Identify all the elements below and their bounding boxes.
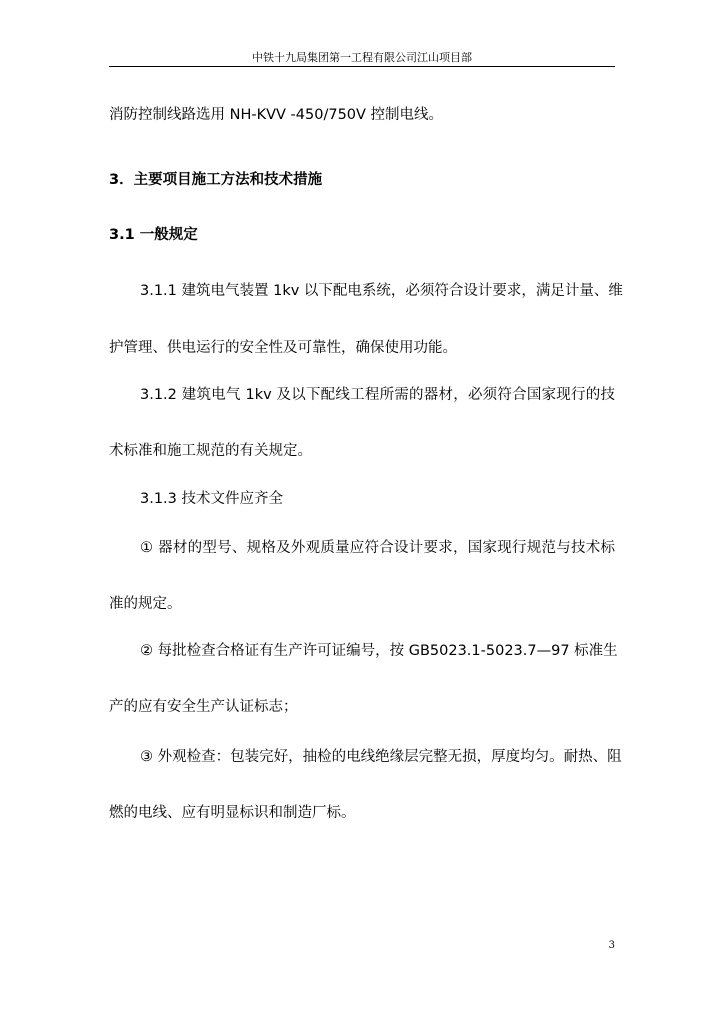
list-item-1-line-1: ① 器材的型号、规格及外观质量应符合设计要求，国家现行规范与技术标 [140, 540, 615, 556]
list-item-2-line-2: 产的应有安全生产认证标志； [109, 699, 298, 715]
header-title: 中铁十九局集团第一工程有限公司江山项目部 [252, 51, 472, 64]
paragraph-3-1-1-line-2: 护管理、供电运行的安全性及可靠性，确保使用功能。 [109, 340, 457, 356]
list-item-2-line-1: ② 每批检查合格证有生产许可证编号，按 GB5023.1-5023.7—97 标准生 [140, 643, 618, 659]
list-item-3-line-1: ③ 外观检查：包装完好，抽检的电线绝缘层完整无损，厚度均匀。耐热、阻 [140, 749, 622, 765]
list-item-3-line-2: 燃的电线、应有明显标识和制造厂标。 [109, 805, 356, 821]
section-heading-3-1: 3.1 一般规定 [109, 227, 198, 243]
section-heading-3: 3．主要项目施工方法和技术措施 [109, 172, 323, 188]
page-number: 3 [608, 940, 615, 951]
header-divider [109, 66, 615, 67]
paragraph-3-1-1-line-1: 3.1.1 建筑电气装置 1kv 以下配电系统，必须符合设计要求，满足计量、维 [140, 283, 623, 299]
cable-spec-line: 消防控制线路选用 NH-KVV -450/750V 控制电线。 [109, 107, 444, 123]
paragraph-3-1-3: 3.1.3 技术文件应齐全 [140, 491, 284, 507]
list-item-1-line-2: 准的规定。 [109, 596, 182, 612]
paragraph-3-1-2-line-1: 3.1.2 建筑电气 1kv 及以下配线工程所需的器材，必须符合国家现行的技 [140, 387, 615, 403]
paragraph-3-1-2-line-2: 术标准和施工规范的有关规定。 [109, 443, 312, 459]
